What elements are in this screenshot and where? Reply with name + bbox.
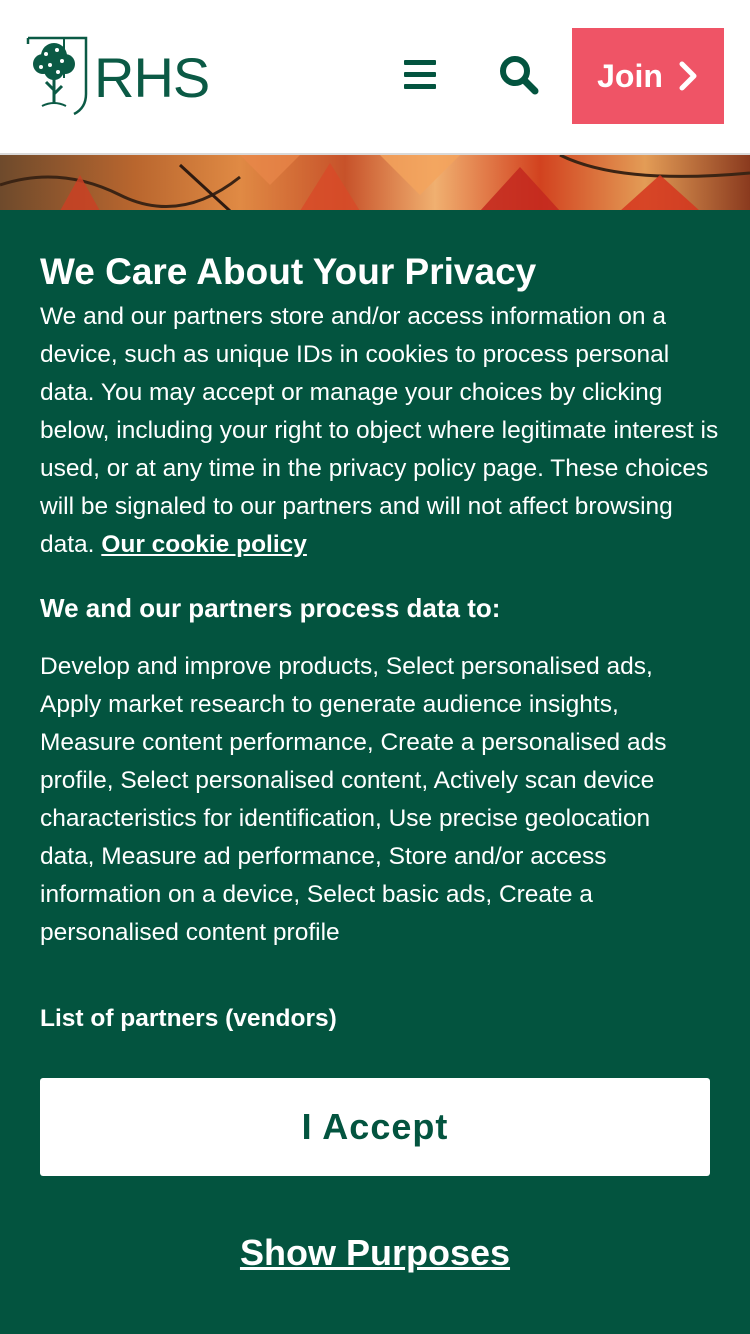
- search-icon: [496, 52, 542, 98]
- logo-text: RHS: [94, 46, 210, 109]
- join-button[interactable]: [572, 28, 724, 124]
- privacy-consent-dialog: [0, 210, 750, 1334]
- tree-logo-icon: [24, 34, 90, 118]
- hero-image: [0, 155, 750, 211]
- site-header: [0, 0, 750, 155]
- join-label: Join: [597, 57, 663, 94]
- menu-button[interactable]: [398, 56, 442, 96]
- accept-button[interactable]: I Accept: [40, 1078, 710, 1176]
- consent-intro-text: We and our partners store and/or access information on a device, such as unique IDs in cookies to process personal data. You may accept or manage your choices by clicking below, including your right to object where legitimate interest is used, or at any time in the privacy policy page. These choices will be signaled to our partners and will not affect browsing data.: [40, 303, 719, 558]
- show-purposes-button[interactable]: Show Purposes: [239, 1232, 511, 1273]
- menu-icon: [398, 56, 442, 96]
- chevron-right-icon: [677, 60, 699, 92]
- rhs-logo[interactable]: [24, 34, 214, 118]
- vendors-link[interactable]: List of partners (vendors): [40, 1005, 337, 1032]
- search-button[interactable]: [496, 52, 542, 98]
- consent-intro: [40, 298, 720, 564]
- purposes-list: Develop and improve products, Select personalised ads, Apply market research to generate audience insights, Measure content performance, Create a personalised ads profile, Select personalised content, Actively scan device characteristics for identification, Use precise geolocation data, Measure ad performance, Store and/or access information on a device, Select basic ads, Create a personalised content profile: [40, 653, 667, 946]
- cookie-policy-link[interactable]: Our cookie policy: [101, 531, 307, 558]
- consent-title: We Care About Your Privacy: [40, 251, 537, 292]
- autumn-leaves-image: [0, 155, 750, 211]
- purposes-heading: We and our partners process data to:: [40, 593, 501, 623]
